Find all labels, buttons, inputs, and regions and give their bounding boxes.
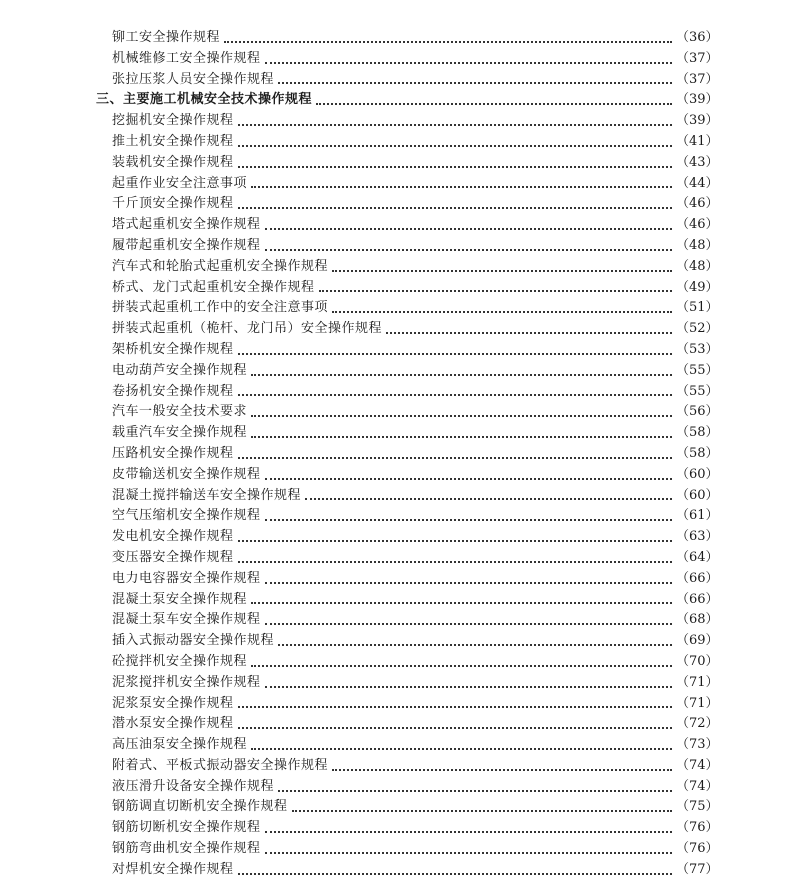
- toc-entry[interactable]: [0, 444, 794, 465]
- toc-entry-title: 泥浆泵安全操作规程: [112, 695, 234, 711]
- toc-entry[interactable]: [0, 714, 794, 735]
- toc-entry-page-number: （51）: [676, 300, 719, 316]
- toc-dot-leader: [238, 393, 672, 396]
- toc-dot-leader: [278, 789, 672, 792]
- toc-entry-page-number: （66）: [676, 591, 719, 607]
- toc-entry-page-number: （74）: [676, 757, 719, 773]
- toc-entry-title: 桥式、龙门式起重机安全操作规程: [112, 279, 315, 295]
- toc-entry[interactable]: [0, 569, 794, 590]
- toc-entry-title: 载重汽车安全操作规程: [112, 425, 248, 441]
- toc-entry-page-number: （72）: [676, 716, 719, 732]
- toc-entry-title: 液压滑升设备安全操作规程: [112, 778, 275, 794]
- toc-entry-page-number: （53）: [676, 341, 719, 357]
- toc-entry-title: 发电机安全操作规程: [112, 529, 234, 545]
- toc-dot-leader: [332, 768, 672, 771]
- toc-entry[interactable]: [0, 215, 794, 236]
- toc-entry-page-number: （44）: [676, 175, 719, 191]
- toc-entry-page-number: （64）: [676, 549, 719, 565]
- toc-entry-title: 推土机安全操作规程: [112, 133, 234, 149]
- toc-dot-leader: [238, 206, 672, 209]
- toc-dot-leader: [238, 456, 672, 459]
- toc-entry-title: 高压油泵安全操作规程: [112, 737, 248, 753]
- toc-entry-title: 附着式、平板式振动器安全操作规程: [112, 757, 329, 773]
- toc-entry-page-number: （58）: [676, 425, 719, 441]
- toc-entry-page-number: （69）: [676, 633, 719, 649]
- toc-entry-page-number: （37）: [676, 71, 719, 87]
- toc-entry[interactable]: [0, 756, 794, 777]
- toc-entry[interactable]: [0, 236, 794, 257]
- toc-dot-leader: [251, 414, 672, 417]
- toc-entry[interactable]: [0, 174, 794, 195]
- toc-entry[interactable]: [0, 527, 794, 548]
- toc-entry[interactable]: [0, 132, 794, 153]
- toc-entry-title: 卷扬机安全操作规程: [112, 383, 234, 399]
- toc-entry[interactable]: [0, 590, 794, 611]
- toc-dot-leader: [251, 185, 672, 188]
- toc-entry[interactable]: [0, 694, 794, 715]
- toc-entry[interactable]: [0, 465, 794, 486]
- toc-dot-leader: [265, 622, 672, 625]
- toc-entry[interactable]: [0, 361, 794, 382]
- toc-entry[interactable]: [0, 610, 794, 631]
- toc-dot-leader: [319, 289, 672, 292]
- toc-entry[interactable]: [0, 257, 794, 278]
- toc-entry-title: 电力电容器安全操作规程: [112, 570, 261, 586]
- toc-entry[interactable]: [0, 194, 794, 215]
- toc-entry[interactable]: [0, 777, 794, 798]
- toc-entry-page-number: （55）: [676, 362, 719, 378]
- toc-dot-leader: [238, 726, 672, 729]
- toc-entry-page-number: （68）: [676, 612, 719, 628]
- toc-entry-title: 千斤顶安全操作规程: [112, 196, 234, 212]
- toc-entry[interactable]: [0, 28, 794, 49]
- toc-entry-page-number: （43）: [676, 154, 719, 170]
- toc-entry[interactable]: [0, 278, 794, 299]
- toc-entry-page-number: （39）: [676, 92, 719, 108]
- toc-entry-title: 塔式起重机安全操作规程: [112, 217, 261, 233]
- toc-entry-page-number: （52）: [676, 321, 719, 337]
- toc-entry-title: 插入式振动器安全操作规程: [112, 633, 275, 649]
- toc-entry-page-number: （36）: [676, 30, 719, 45]
- toc-entry-page-number: （77）: [676, 861, 719, 877]
- toc-entry-title: 机械维修工安全操作规程: [112, 50, 261, 66]
- toc-dot-leader: [305, 497, 672, 500]
- toc-entry-title: 混凝土泵车安全操作规程: [112, 612, 261, 628]
- toc-entry-title: 压路机安全操作规程: [112, 445, 234, 461]
- toc-entry[interactable]: [0, 506, 794, 527]
- toc-entry-page-number: （60）: [676, 466, 719, 482]
- toc-entry[interactable]: [0, 652, 794, 673]
- toc-entry-title: 起重作业安全注意事项: [112, 175, 248, 191]
- toc-dot-leader: [238, 872, 672, 875]
- toc-entry-title: 张拉压浆人员安全操作规程: [112, 71, 275, 87]
- toc-dot-leader: [238, 560, 672, 563]
- toc-entry[interactable]: [0, 70, 794, 91]
- toc-entry-title: 皮带输送机安全操作规程: [112, 466, 261, 482]
- toc-entry[interactable]: [0, 319, 794, 340]
- toc-entry[interactable]: [0, 49, 794, 70]
- toc-dot-leader: [251, 601, 672, 604]
- toc-entry-title: 砼搅拌机安全操作规程: [112, 653, 248, 669]
- toc-entry-title: 汽车一般安全技术要求: [112, 404, 248, 420]
- toc-entry[interactable]: [0, 797, 794, 818]
- toc-entry[interactable]: [0, 673, 794, 694]
- toc-dot-leader: [265, 851, 672, 854]
- table-of-contents: [0, 28, 794, 881]
- toc-entry-page-number: （61）: [676, 508, 719, 524]
- toc-entry[interactable]: [0, 860, 794, 881]
- toc-entry-page-number: （48）: [676, 258, 719, 274]
- toc-dot-leader: [265, 477, 672, 480]
- toc-dot-leader: [224, 40, 672, 43]
- toc-entry[interactable]: [0, 631, 794, 652]
- toc-dot-leader: [251, 747, 672, 750]
- toc-entry-title: 对焊机安全操作规程: [112, 861, 234, 877]
- toc-entry-page-number: （58）: [676, 445, 719, 461]
- toc-dot-leader: [251, 373, 672, 376]
- toc-entry-title: 钢筋弯曲机安全操作规程: [112, 841, 261, 857]
- toc-entry[interactable]: [0, 402, 794, 423]
- toc-dot-leader: [265, 518, 672, 521]
- toc-entry-page-number: （55）: [676, 383, 719, 399]
- toc-entry-page-number: （49）: [676, 279, 719, 295]
- toc-entry-title: 混凝土搅拌输送车安全操作规程: [112, 487, 302, 503]
- toc-dot-leader: [278, 643, 672, 646]
- toc-entry-page-number: （73）: [676, 737, 719, 753]
- toc-entry[interactable]: [0, 839, 794, 860]
- toc-dot-leader: [238, 352, 672, 355]
- toc-dot-leader: [265, 227, 672, 230]
- toc-dot-leader: [332, 269, 672, 272]
- toc-entry-page-number: （37）: [676, 50, 719, 66]
- toc-entry-title: 汽车式和轮胎式起重机安全操作规程: [112, 258, 329, 274]
- toc-section-heading[interactable]: [0, 90, 794, 111]
- toc-entry-title: 挖掘机安全操作规程: [112, 113, 234, 129]
- toc-entry-title: 钢筋切断机安全操作规程: [112, 820, 261, 836]
- toc-dot-leader: [386, 331, 672, 334]
- toc-entry-page-number: （46）: [676, 217, 719, 233]
- toc-entry-title: 拼装式起重机工作中的安全注意事项: [112, 300, 329, 316]
- toc-dot-leader: [251, 435, 672, 438]
- toc-entry[interactable]: [0, 735, 794, 756]
- toc-entry-page-number: （46）: [676, 196, 719, 212]
- toc-dot-leader: [238, 165, 672, 168]
- toc-entry[interactable]: [0, 340, 794, 361]
- toc-entry-page-number: （74）: [676, 778, 719, 794]
- toc-entry-page-number: （70）: [676, 653, 719, 669]
- toc-dot-leader: [265, 830, 672, 833]
- toc-dot-leader: [238, 144, 672, 147]
- toc-dot-leader: [265, 248, 672, 251]
- toc-dot-leader: [278, 81, 672, 84]
- toc-entry-page-number: （75）: [676, 799, 719, 815]
- toc-dot-leader: [238, 705, 672, 708]
- toc-dot-leader: [316, 102, 672, 105]
- toc-entry[interactable]: [0, 298, 794, 319]
- toc-entry[interactable]: [0, 818, 794, 839]
- toc-entry[interactable]: [0, 486, 794, 507]
- toc-entry-title: 混凝土泵安全操作规程: [112, 591, 248, 607]
- toc-entry-title: 履带起重机安全操作规程: [112, 237, 261, 253]
- toc-entry-page-number: （63）: [676, 529, 719, 545]
- toc-dot-leader: [265, 61, 672, 64]
- toc-entry-page-number: （76）: [676, 841, 719, 857]
- toc-entry-page-number: （66）: [676, 570, 719, 586]
- toc-dot-leader: [238, 123, 672, 126]
- toc-entry-page-number: （71）: [676, 695, 719, 711]
- toc-entry-title: 装载机安全操作规程: [112, 154, 234, 170]
- toc-entry-title: 架桥机安全操作规程: [112, 341, 234, 357]
- toc-entry-page-number: （71）: [676, 674, 719, 690]
- toc-entry-title: 铆工安全操作规程: [112, 30, 221, 45]
- toc-entry[interactable]: [0, 548, 794, 569]
- toc-dot-leader: [251, 664, 672, 667]
- toc-entry[interactable]: [0, 423, 794, 444]
- toc-dot-leader: [238, 539, 672, 542]
- toc-dot-leader: [332, 310, 672, 313]
- toc-entry-page-number: （39）: [676, 113, 719, 129]
- toc-entry-page-number: （60）: [676, 487, 719, 503]
- toc-dot-leader: [265, 685, 672, 688]
- toc-entry[interactable]: [0, 153, 794, 174]
- toc-dot-leader: [292, 809, 672, 812]
- toc-entry-title: 钢筋调直切断机安全操作规程: [112, 799, 288, 815]
- toc-entry-title: 潜水泵安全操作规程: [112, 716, 234, 732]
- toc-entry-title: 空气压缩机安全操作规程: [112, 508, 261, 524]
- toc-entry[interactable]: [0, 111, 794, 132]
- toc-entry-title: 拼装式起重机（桅杆、龙门吊）安全操作规程: [112, 321, 383, 337]
- toc-entry-title: 电动葫芦安全操作规程: [112, 362, 248, 378]
- toc-entry-page-number: （41）: [676, 133, 719, 149]
- toc-entry-title: 变压器安全操作规程: [112, 549, 234, 565]
- toc-entry-page-number: （76）: [676, 820, 719, 836]
- toc-entry-title: 泥浆搅拌机安全操作规程: [112, 674, 261, 690]
- toc-entry-page-number: （56）: [676, 404, 719, 420]
- toc-entry-page-number: （48）: [676, 237, 719, 253]
- toc-entry-title: 三、主要施工机械安全技术操作规程: [96, 92, 313, 108]
- toc-entry[interactable]: [0, 382, 794, 403]
- toc-dot-leader: [265, 581, 672, 584]
